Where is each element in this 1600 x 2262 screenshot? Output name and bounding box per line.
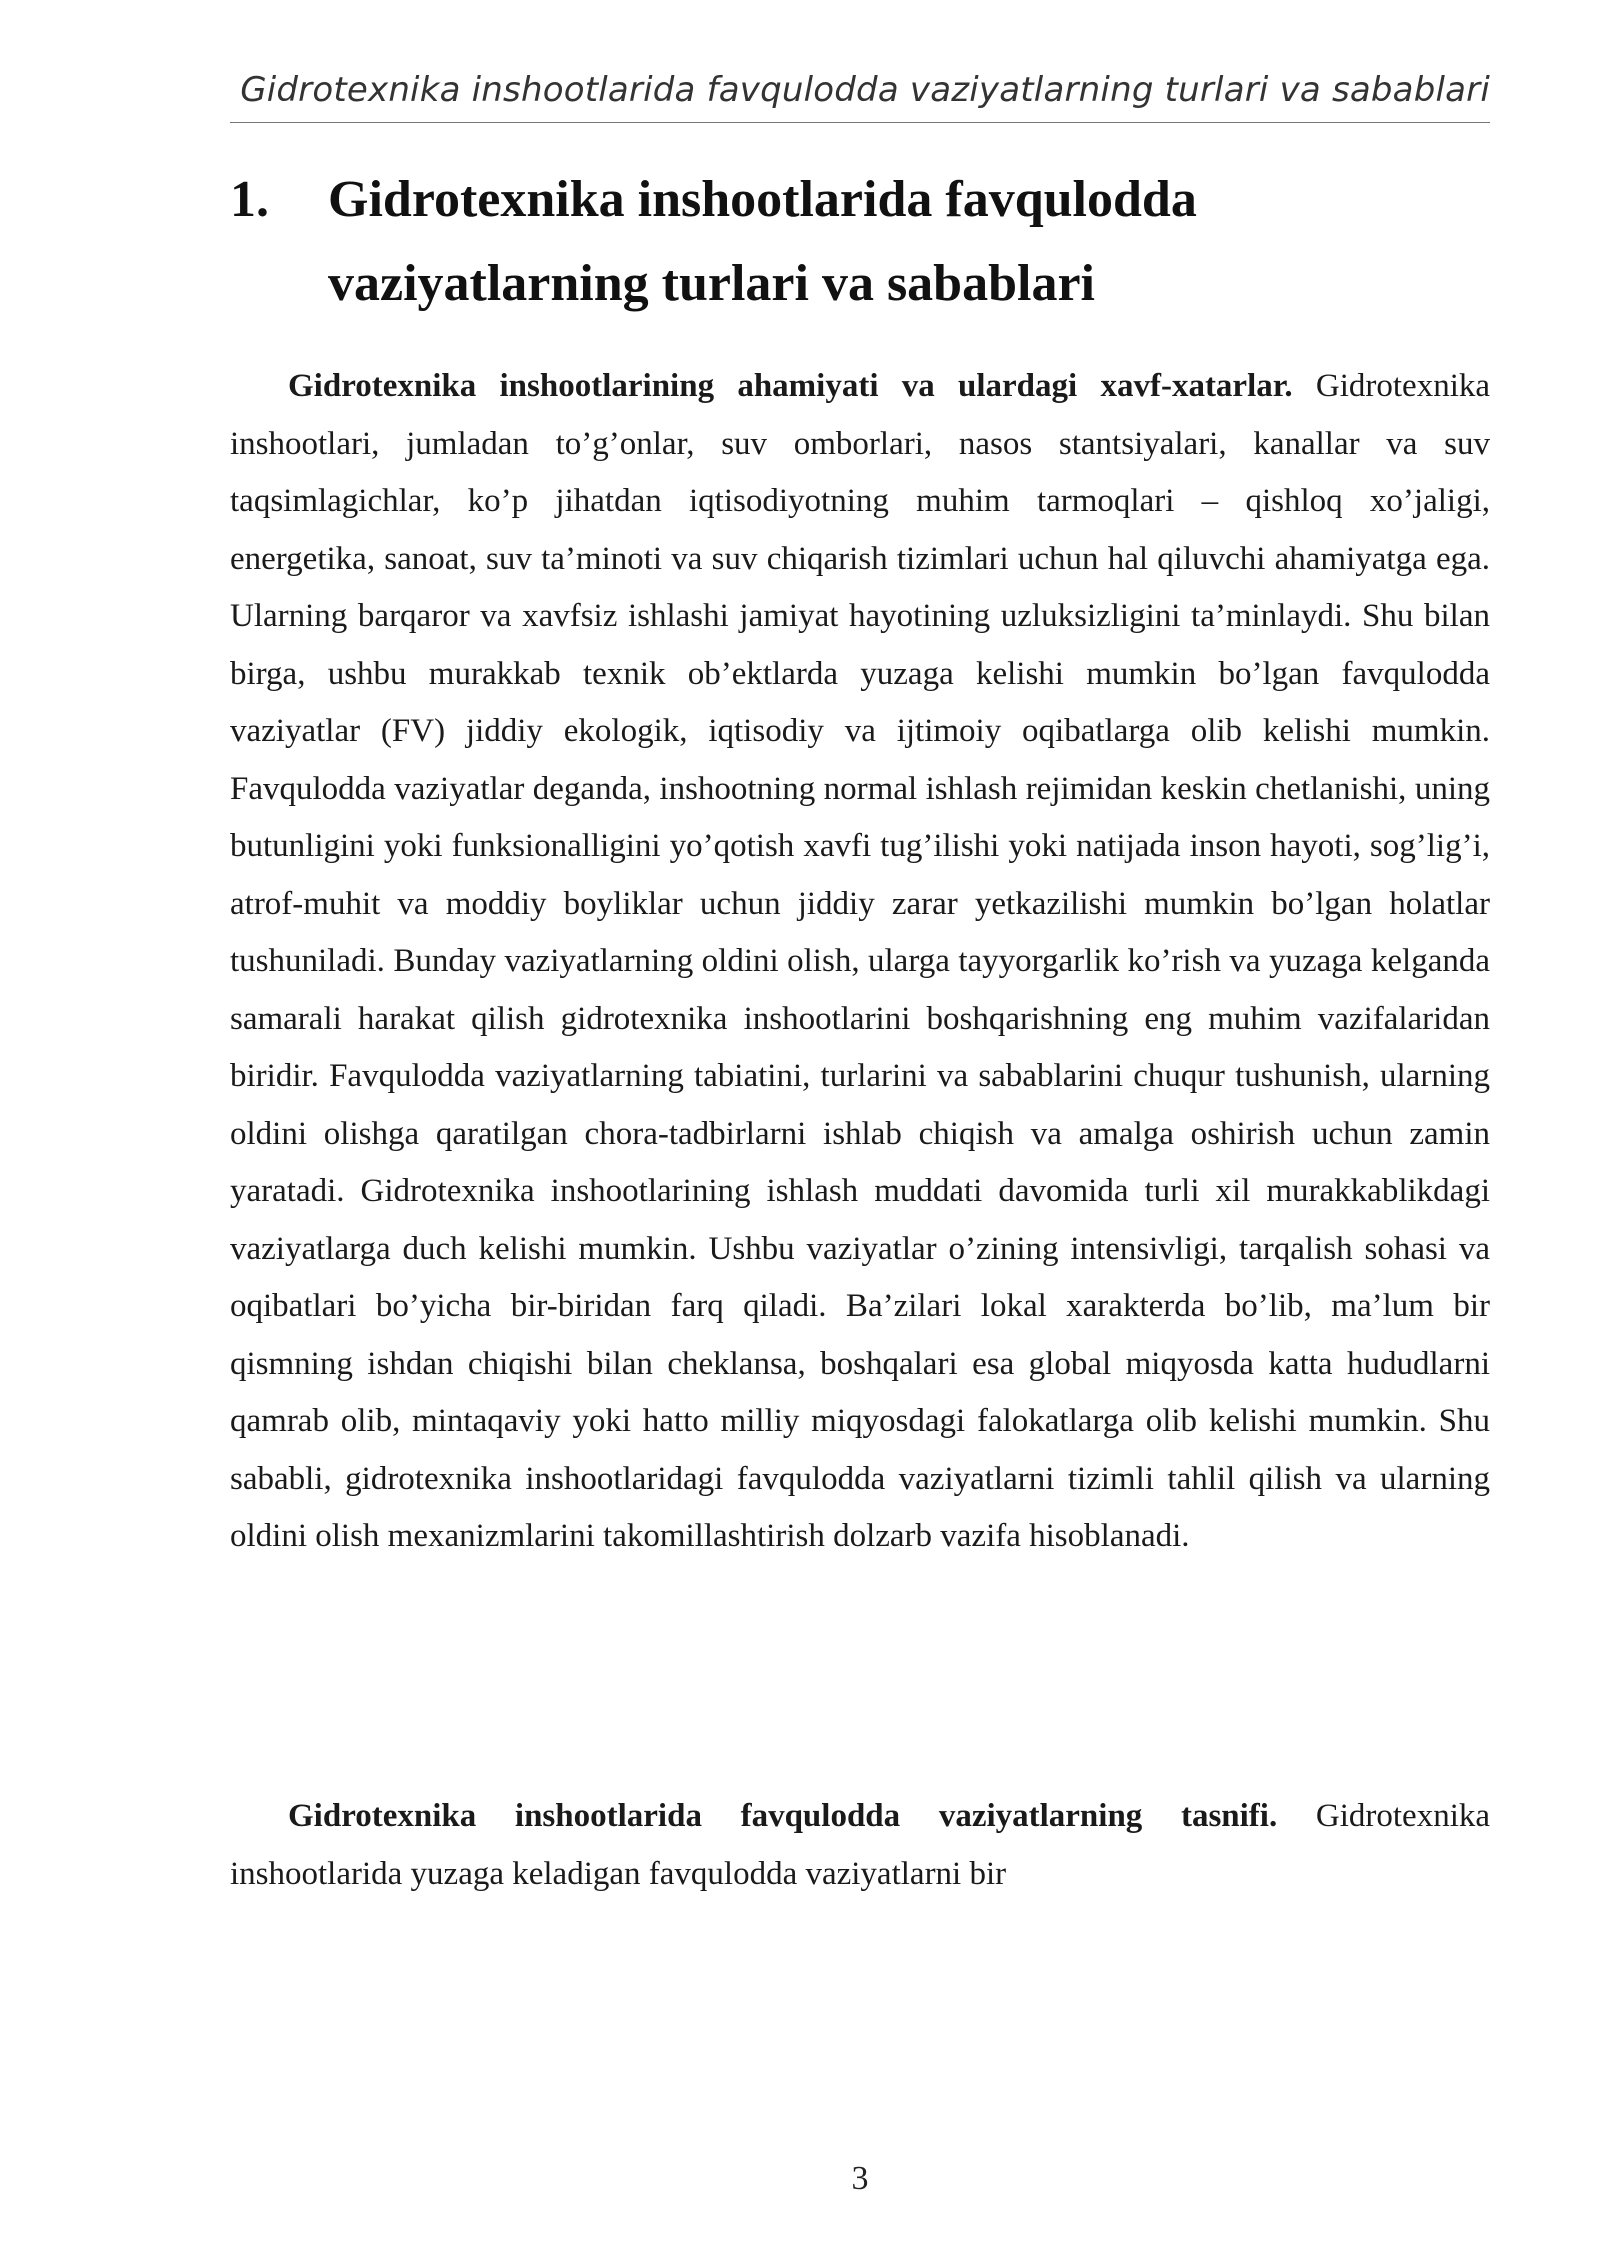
page-number: 3 xyxy=(851,2160,869,2197)
paragraph-lead-heading: Gidrotexnika inshootlarining ahamiyati va ulardagi xavf-xatarlar. xyxy=(288,368,1293,404)
running-header: Gidrotexnika inshootlarida favqulodda vaziyatlarning turlari va sabablari xyxy=(240,70,1490,110)
chapter-title xyxy=(230,158,1490,326)
chapter-title-line-1: Gidrotexnika inshootlarida favqulodda xyxy=(328,171,1197,228)
chapter-number: 1. xyxy=(230,171,269,228)
paragraph-body: Gidrotexnika inshootlarida yuzaga keladigan favqulodda vaziyatlarni bir xyxy=(230,1798,1491,1892)
paragraph-classification xyxy=(230,1788,1490,1903)
paragraph-body: Gidrotexnika inshootlari, jumladan to’g’onlar, suv omborlari, nasos stantsiyalari, kanallar va suv taqsimlagichlar, ko’p jihatdan iqtisodiyotning muhim tarmoqlari – qishloq xo’jaligi, energetika, sanoat, suv ta’minoti va suv chiqarish tizimlari uchun hal qiluvchi ahamiyatga ega. Ularning barqaror va xavfsiz ishlashi jamiyat hayotining uzluksizligini ta’minlaydi. Shu bilan birga, ushbu murakkab texnik ob’ektlarda yuzaga kelishi mumkin bo’lgan favqulodda vaziyatlar (FV) jiddiy ekologik, iqtisodiy va ijtimoiy oqibatlarga olib kelishi mumkin. Favqulodda vaziyatlar deganda, inshootning normal ishlash rejimidan keskin chetlanishi, uning butunligini yoki funksionalligini yo’qotish xavfi tug’ilishi yoki natijada inson hayoti, sog’lig’i, atrof-muhit va moddiy boyliklar uchun jiddiy zarar yetkazilishi mumkin bo’lgan holatlar tushuniladi. Bunday vaziyatlarning oldini olish, ularga tayyorgarlik ko’rish va yuzaga kelganda samarali harakat qilish gidrotexnika inshootlarini boshqarishning eng muhim vazifalaridan biridir. Favqulodda vaziyatlarning tabiatini, turlarini va sabablarini chuqur tushunish, ularning oldini olishga qaratilgan chora-tadbirlarni ishlab chiqish va amalga oshirish uchun zamin yaratadi. Gidrotexnika inshootlarining ishlash muddati davomida turli xil murakkablikdagi vaziyatlarga duch kelishi mumkin. Ushbu vaziyatlar o’zining intensivligi, tarqalish sohasi va oqibatlari bo’yicha bir-biridan farq qiladi. Ba’zilari lokal xarakterda bo’lib, ma’lum bir qismning ishdan chiqishi bilan cheklansa, boshqalari esa global miqyosda katta hududlarni qamrab olib, mintaqaviy yoki hatto milliy miqyosdagi falokatlarga olib kelishi mumkin. Shu sababli, gidrotexnika inshootlaridagi favqulodda vaziyatlarni tizimli tahlil qilish va ularning oldini olish mexanizmlarini takomillashtirish dolzarb vazifa hisoblanadi. xyxy=(230,368,1491,1554)
paragraph-lead-heading: Gidrotexnika inshootlarida favqulodda vaziyatlarning tasnifi. xyxy=(288,1798,1278,1834)
header-rule xyxy=(230,122,1490,123)
chapter-title-line-2: vaziyatlarning turlari va sabablari xyxy=(328,255,1095,312)
paragraph-importance-and-risks xyxy=(230,358,1490,1566)
